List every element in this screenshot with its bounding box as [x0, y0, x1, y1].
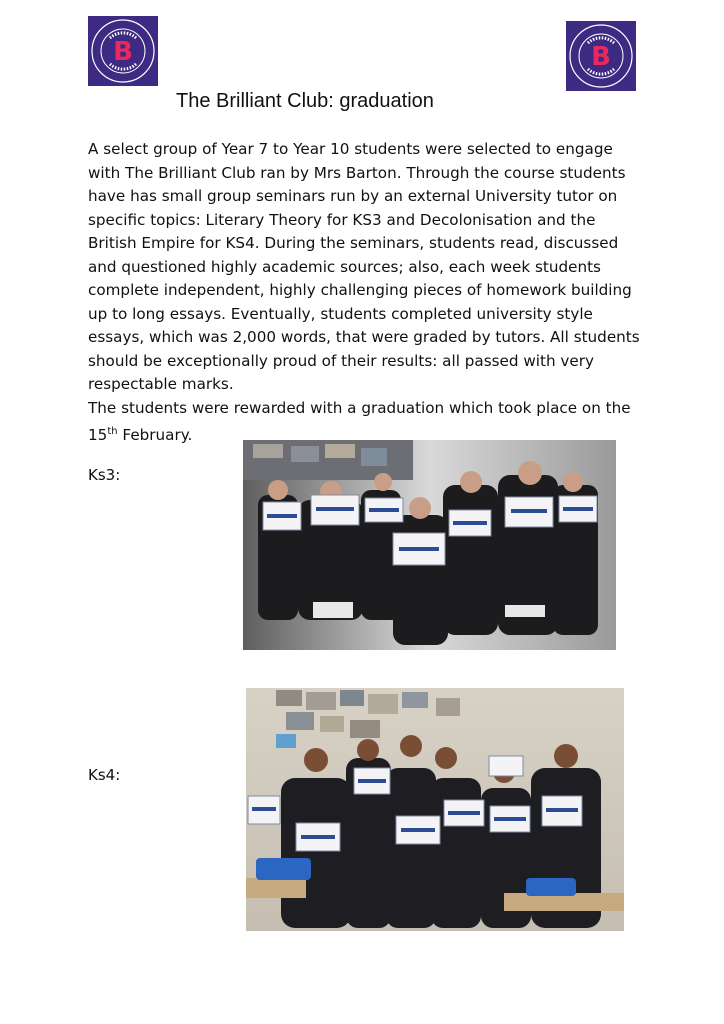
brilliant-club-logo-left — [88, 16, 158, 86]
ks3-group-photo — [243, 440, 616, 650]
graduation-text: The students were rewarded with a graduation which took place on the 15 — [88, 398, 631, 445]
brilliant-club-logo-right — [566, 21, 636, 91]
intro-paragraph: A select group of Year 7 to Year 10 students were selected to engage with The Brilliant Club ran by Mrs Barton. Through the course students have has small group seminars run by an external University tutor on specific topics: Literary Theory for KS3 and Decolonisation and the British Empire for KS4. During the seminars, students read, discussed and questioned highly academic sources; also, each week students complete independent, highly challenging pieces of homework building up to long essays. Eventually, students completed university style essays, which was 2,000 words, that were graded by tutors. All students should be exceptionally proud of their results: all passed with very respectable marks. — [88, 140, 640, 393]
page-title: The Brilliant Club: graduation — [176, 90, 434, 112]
date-superscript: th — [107, 426, 118, 437]
graduation-text-end: February. — [117, 426, 193, 445]
ks4-label: Ks4: — [88, 766, 121, 784]
logo-letter: B — [113, 37, 133, 67]
ks3-label: Ks3: — [88, 466, 121, 484]
article-body — [88, 138, 648, 448]
ks4-group-photo — [246, 688, 624, 931]
logo-letter: B — [591, 42, 611, 72]
